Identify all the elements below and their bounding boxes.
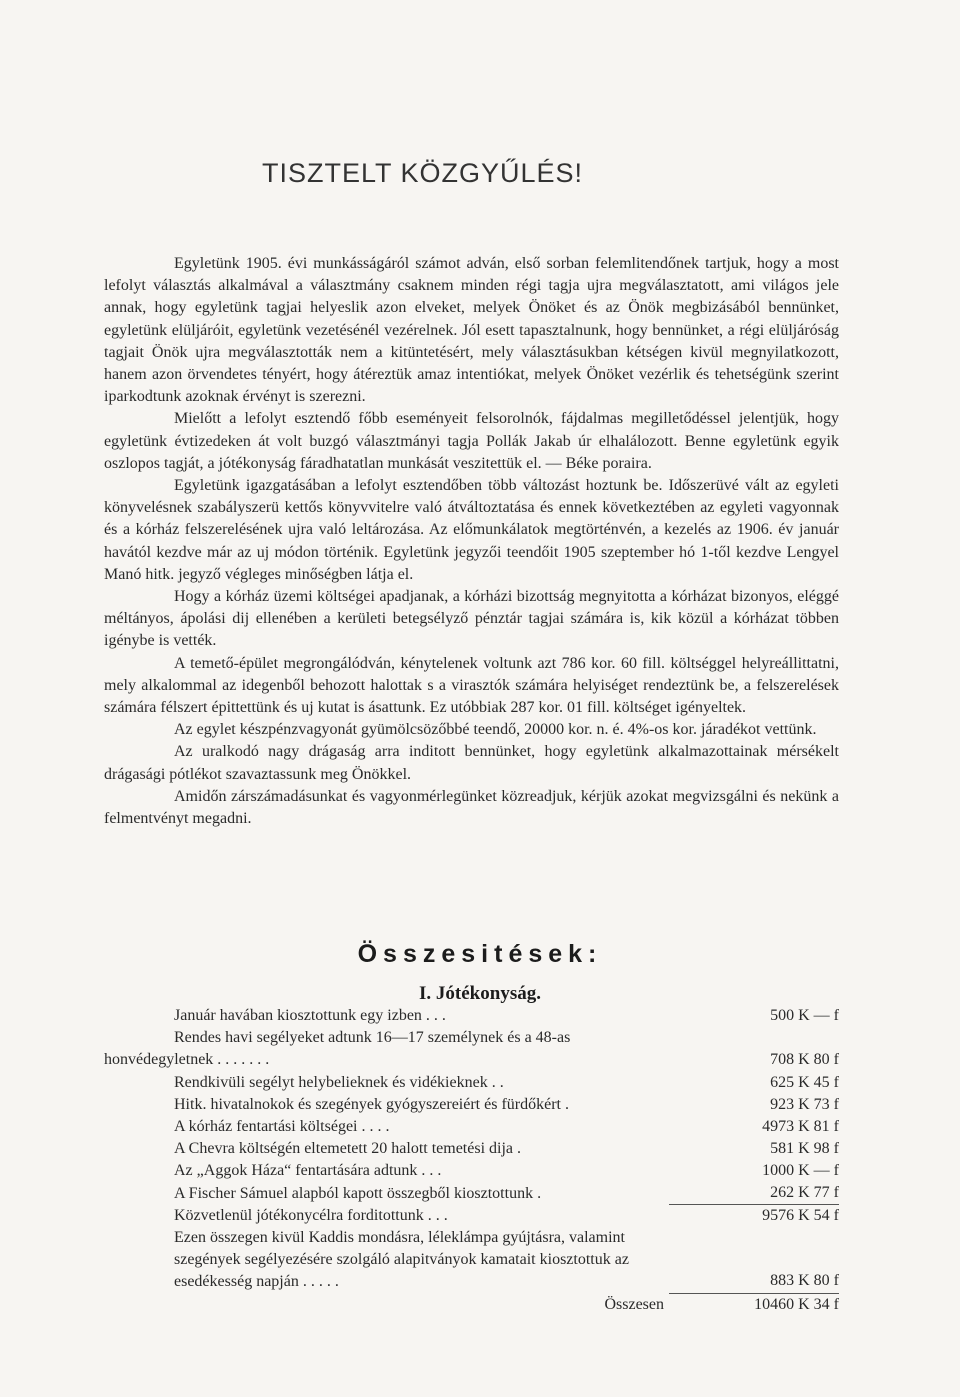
ledger-row: [104, 1027, 839, 1049]
entry-amount: 500 K — f: [770, 1007, 839, 1024]
entry-label: Az „Aggok Háza“ fentartására adtunk . . .: [174, 1162, 442, 1180]
paragraph-7: Az uralkodó nagy drágaság arra inditott bennünket, hogy egyletünk alkalmazottainak mérsékelt drágasági pótlékot szavaztassunk meg Önökkel.: [104, 743, 839, 783]
ledger-row: [104, 1049, 839, 1071]
entry-label-continuation: honvédegyletnek . . . . . . .: [104, 1051, 270, 1069]
entry-amount: 708 K 80 f: [770, 1051, 839, 1069]
entry-label: Közvetlenül jótékonycélra forditottunk . . .: [174, 1206, 448, 1224]
entry-amount: 581 K 98 f: [770, 1140, 839, 1158]
entry-amount: 1000 K — f: [762, 1162, 839, 1180]
entry-label: A kórház fentartási költségei . . . .: [174, 1118, 390, 1136]
total-amount: 10460 K 34 f: [754, 1295, 839, 1313]
report-body: [104, 253, 839, 830]
summary-title: Összesitések:: [357, 940, 603, 968]
paragraph-1: Egyletünk 1905. évi munkásságáról számot adván, első sorban felemlitendőnek tartjuk, hogy a most lefolyt választás alkalmával a választmány csaknem minden régi tagja ujra megválasztatott, ami világos jele annak, hogy egyletünk tagjai helyeslik azon elveket, melyek Önöket és az Önök megbizásából bennünket, egyletünk elüljáróit, egyletünk vezetésénél vezérelnek. Jól esett tapasztalnunk, hogy bennünket, a régi elüljáróság tagjait Önök ujra megválasztották nem a kitüntetésért, mely választásukban kétségen kivül megnyilatkozott, hanem azon örvendetes tényért, hogy átéreztük amaz intentiókat, melyek Önöket vezérlik és tehetségünk szerint iparkodtunk azoknak érvényt is szerezni.: [104, 255, 839, 406]
paragraph-5: A temető-épület megrongálódván, kénytelenek voltunk azt 786 kor. 60 fill. költséggel helyreállittatni, mely alkalommal az idegenből behozott halottak s a virasztók számára helyiséget rendeztünk be, a felszerelések számára félszert épittettünk és uj kutat is ásattunk. Ez utóbbiak 287 kor. 01 fill. költséget igényeltek.: [104, 654, 839, 717]
section-title: I. Jótékonyság.: [419, 983, 541, 1004]
ledger-row: [104, 1005, 839, 1027]
entry-label: A Chevra költségén eltemetett 20 halott temetési dija .: [174, 1140, 522, 1158]
entry-label: Hitk. hivatalnokok és szegények gyógyszereiért és fürdőkért .: [174, 1095, 569, 1113]
ledger-row: [104, 1138, 839, 1160]
ledger-row: [104, 1227, 839, 1294]
total-label: Összesen: [604, 1295, 664, 1313]
ledger-total-row: [104, 1294, 839, 1316]
ledger-row: [104, 1160, 839, 1182]
entry-amount: 923 K 73 f: [770, 1095, 839, 1113]
ledger-row: [104, 1094, 839, 1116]
paragraph-3: Egyletünk igazgatásában a lefolyt esztendőben több változást hoztunk be. Időszerüvé vált az egyleti könyvelésnek szabályszerü kettős könyvvitelre való átváltoztatása és ennek következtében az egyleti vagyonnak és a kórház felszerelésének ujra való leltározása. Az előmunkálatok megtörténvén, a kezelés az 1906. év január havától kezdve már az uj módon történik. Egyletünk jegyzői teendőit 1905 szeptember hó 1-től kezdve Lengyel Manó hitk. jegyző végleges minőségben látja el.: [104, 477, 839, 583]
entry-label: Ezen összegen kivül Kaddis mondásra, léleklámpa gyújtásra, valamint szegények segélyezésére szolgáló alapitványok kamatait kiosztottuk az esedékesség napján . . . . .: [174, 1229, 629, 1291]
paragraph-8: Amidőn zárszámadásunkat és vagyonmérlegünket közreadjuk, kérjük azokat megvizsgálni és nekünk a felmentvényt megadni.: [104, 787, 839, 828]
paragraph-2: Mielőtt a lefolyt esztendő főbb eseményeit felsorolnók, fájdalmas megilletődéssel jelentjük, hogy egyletünk évtizedeken át volt buzgó választmányi tagja Pollák Jakab úr elhalálozott. Benne egyletünk egyik oszlopos tagját, a jótékonyság fáradhatatlan munkását veszitettük el. — Béke poraira.: [104, 410, 839, 472]
entry-label: Rendes havi segélyeket adtunk 16—17 személynek és a 48-as: [174, 1029, 571, 1047]
entry-amount: 9576 K 54 f: [762, 1206, 839, 1224]
paragraph-4: Hogy a kórház üzemi költségei apadjanak, a kórházi bizottság megnyitotta a kórházat bizonyos, eléggé méltányos, ápolási dij ellenében a kerületi betegsélyző pénztár tagjai számára is, kik közül a kórházat többen igénybe is vették.: [104, 588, 839, 650]
ledger-row: [104, 1205, 839, 1227]
entry-amount: 262 K 77 f: [669, 1182, 839, 1205]
entry-label: A Fischer Sámuel alapból kapott összegből kiosztottunk .: [174, 1184, 542, 1202]
ledger: [104, 1005, 839, 1316]
entry-label: Január havában kiosztottunk egy izben . . .: [174, 1007, 446, 1024]
entry-amount: 625 K 45 f: [770, 1073, 839, 1091]
page-heading: TISZTELT KÖZGYŰLÉS!: [262, 158, 584, 188]
ledger-row: [104, 1183, 839, 1205]
paragraph-6: Az egylet készpénzvagyonát gyümölcsözőbbé teendő, 20000 kor. n. é. 4%-os kor. járadékot vettünk.: [174, 721, 817, 739]
entry-amount: 883 K 80 f: [669, 1270, 839, 1293]
ledger-row: [104, 1116, 839, 1138]
entry-label: Rendkivüli segélyt helybelieknek és vidékieknek . .: [174, 1073, 504, 1091]
ledger-row: [104, 1072, 839, 1094]
entry-amount: 4973 K 81 f: [762, 1118, 839, 1136]
